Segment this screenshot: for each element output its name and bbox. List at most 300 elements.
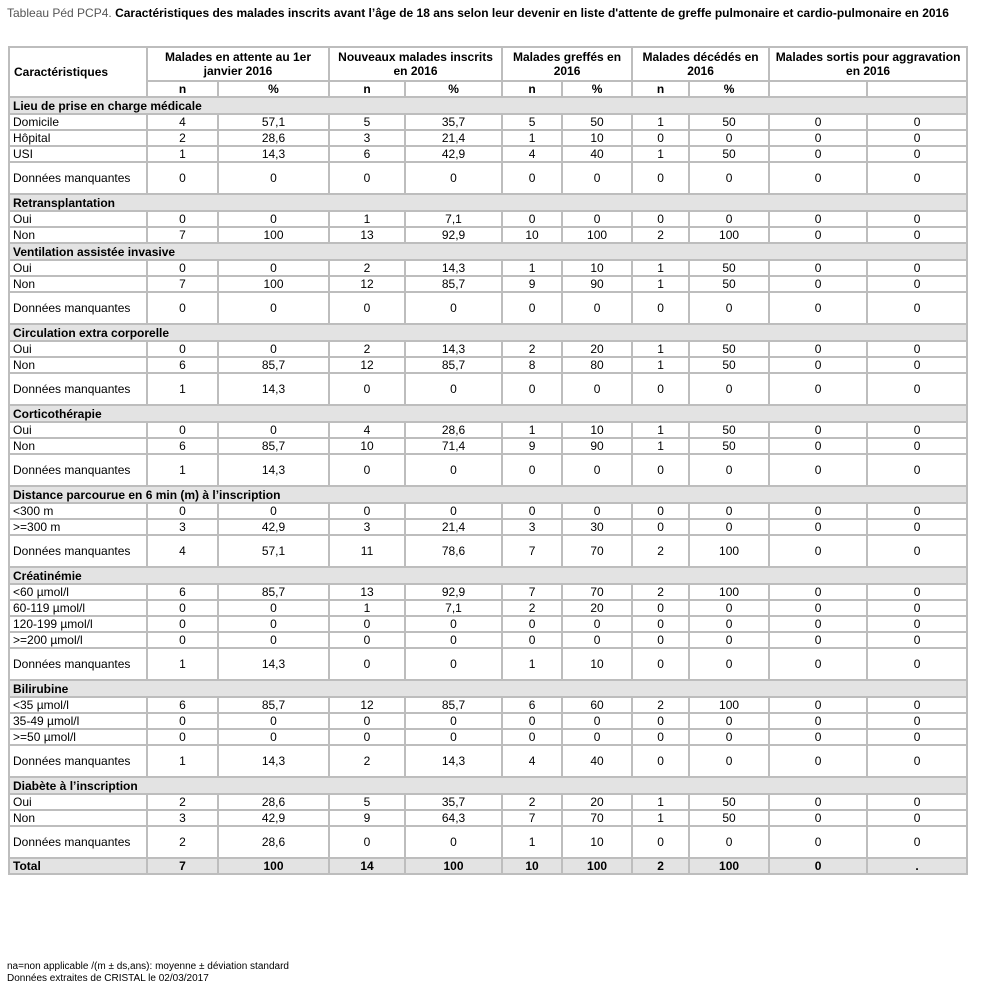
value-cell: 13: [329, 227, 405, 243]
value-cell: 0: [769, 810, 867, 826]
section-label: Distance parcourue en 6 min (m) à l’inscription: [9, 486, 967, 503]
row-label: Données manquantes: [9, 373, 147, 405]
value-cell: 0: [689, 503, 769, 519]
table-row: [9, 357, 967, 373]
value-cell: 1: [502, 648, 562, 680]
value-cell: 0: [562, 632, 632, 648]
value-cell: 0: [147, 211, 218, 227]
value-cell: 1: [632, 114, 689, 130]
table-row: [9, 454, 967, 486]
row-label: Non: [9, 357, 147, 373]
value-cell: 0: [769, 162, 867, 194]
value-cell: 1: [147, 146, 218, 162]
value-cell: 100: [689, 697, 769, 713]
value-cell: 0: [147, 600, 218, 616]
value-cell: 0: [562, 292, 632, 324]
value-cell: 50: [689, 794, 769, 810]
value-cell: 0: [632, 713, 689, 729]
table-row: [9, 341, 967, 357]
table-row: [9, 519, 967, 535]
value-cell: 0: [769, 146, 867, 162]
value-cell: 0: [218, 292, 329, 324]
header-group: Malades en attente au 1er janvier 2016: [147, 47, 329, 81]
value-cell: 0: [867, 357, 967, 373]
value-cell: 0: [562, 729, 632, 745]
value-cell: 35,7: [405, 114, 502, 130]
value-cell: 0: [769, 292, 867, 324]
table-row: [9, 616, 967, 632]
value-cell: 0: [769, 422, 867, 438]
value-cell: 0: [689, 632, 769, 648]
value-cell: 10: [329, 438, 405, 454]
value-cell: 0: [562, 503, 632, 519]
value-cell: 1: [502, 130, 562, 146]
value-cell: 10: [562, 422, 632, 438]
value-cell: 12: [329, 276, 405, 292]
value-cell: 0: [218, 729, 329, 745]
section-label: Corticothérapie: [9, 405, 967, 422]
total-label: Total: [9, 858, 147, 874]
row-label: Non: [9, 227, 147, 243]
value-cell: 0: [867, 616, 967, 632]
subheader-cell: n: [147, 81, 218, 97]
total-value-cell: 14: [329, 858, 405, 874]
section-row: [9, 567, 967, 584]
value-cell: 1: [329, 211, 405, 227]
value-cell: 7: [502, 535, 562, 567]
value-cell: 0: [769, 745, 867, 777]
footnote: na=non applicable /(m ± ds,ans): moyenne ± déviation standard: [7, 961, 289, 972]
table-row: [9, 713, 967, 729]
table-row: [9, 794, 967, 810]
value-cell: 5: [329, 114, 405, 130]
value-cell: 0: [689, 713, 769, 729]
value-cell: 0: [689, 616, 769, 632]
value-cell: 10: [562, 260, 632, 276]
subheader-cell: n: [329, 81, 405, 97]
row-label: >=200 µmol/l: [9, 632, 147, 648]
header-group: Nouveaux malades inscrits en 2016: [329, 47, 502, 81]
value-cell: 0: [632, 130, 689, 146]
value-cell: 0: [867, 292, 967, 324]
subheader-cell: n: [502, 81, 562, 97]
row-label: Hôpital: [9, 130, 147, 146]
value-cell: 0: [632, 503, 689, 519]
value-cell: 0: [769, 357, 867, 373]
value-cell: 0: [769, 130, 867, 146]
table-row: [9, 648, 967, 680]
value-cell: 100: [689, 584, 769, 600]
value-cell: 0: [218, 616, 329, 632]
value-cell: 0: [769, 276, 867, 292]
value-cell: 0: [689, 211, 769, 227]
value-cell: 0: [562, 162, 632, 194]
value-cell: 0: [867, 211, 967, 227]
value-cell: 80: [562, 357, 632, 373]
value-cell: 1: [147, 373, 218, 405]
value-cell: 1: [502, 260, 562, 276]
value-cell: 0: [867, 713, 967, 729]
value-cell: 2: [632, 697, 689, 713]
value-cell: 0: [502, 292, 562, 324]
value-cell: 0: [147, 713, 218, 729]
value-cell: 0: [867, 130, 967, 146]
row-label: Oui: [9, 260, 147, 276]
value-cell: 0: [769, 519, 867, 535]
value-cell: 0: [147, 292, 218, 324]
value-cell: 0: [689, 648, 769, 680]
value-cell: 1: [147, 648, 218, 680]
value-cell: 6: [147, 584, 218, 600]
value-cell: 2: [329, 341, 405, 357]
value-cell: 0: [218, 162, 329, 194]
value-cell: 1: [147, 454, 218, 486]
value-cell: 0: [632, 729, 689, 745]
value-cell: 0: [329, 648, 405, 680]
value-cell: 0: [405, 292, 502, 324]
total-value-cell: 100: [689, 858, 769, 874]
value-cell: 0: [867, 162, 967, 194]
value-cell: 0: [218, 422, 329, 438]
value-cell: 0: [689, 519, 769, 535]
value-cell: 0: [867, 373, 967, 405]
value-cell: 100: [218, 276, 329, 292]
value-cell: 14,3: [405, 341, 502, 357]
value-cell: 7: [502, 584, 562, 600]
value-cell: 2: [502, 341, 562, 357]
value-cell: 100: [218, 227, 329, 243]
value-cell: 6: [147, 697, 218, 713]
table-row: [9, 535, 967, 567]
value-cell: 0: [867, 276, 967, 292]
value-cell: 0: [867, 519, 967, 535]
value-cell: 0: [769, 616, 867, 632]
value-cell: 0: [769, 600, 867, 616]
row-label: Oui: [9, 341, 147, 357]
value-cell: 7,1: [405, 600, 502, 616]
value-cell: 1: [632, 357, 689, 373]
total-value-cell: .: [867, 858, 967, 874]
value-cell: 0: [769, 227, 867, 243]
table-row: [9, 211, 967, 227]
table-row: [9, 114, 967, 130]
value-cell: 14,3: [218, 373, 329, 405]
value-cell: 1: [632, 422, 689, 438]
value-cell: 0: [867, 260, 967, 276]
value-cell: 1: [329, 600, 405, 616]
value-cell: 0: [632, 211, 689, 227]
value-cell: 100: [689, 535, 769, 567]
value-cell: 0: [867, 114, 967, 130]
value-cell: 5: [329, 794, 405, 810]
value-cell: 12: [329, 697, 405, 713]
row-label: Oui: [9, 794, 147, 810]
value-cell: 13: [329, 584, 405, 600]
value-cell: 1: [632, 276, 689, 292]
value-cell: 0: [218, 341, 329, 357]
value-cell: 0: [769, 373, 867, 405]
value-cell: 30: [562, 519, 632, 535]
value-cell: 0: [502, 729, 562, 745]
section-label: Lieu de prise en charge médicale: [9, 97, 967, 114]
value-cell: 0: [329, 454, 405, 486]
value-cell: 3: [329, 519, 405, 535]
section-label: Retransplantation: [9, 194, 967, 211]
row-label: Non: [9, 810, 147, 826]
value-cell: 0: [689, 292, 769, 324]
value-cell: 8: [502, 357, 562, 373]
value-cell: 0: [502, 713, 562, 729]
value-cell: 3: [147, 519, 218, 535]
value-cell: 0: [218, 503, 329, 519]
value-cell: 0: [147, 632, 218, 648]
table-row: [9, 438, 967, 454]
table-row: [9, 826, 967, 858]
value-cell: 85,7: [218, 438, 329, 454]
value-cell: 9: [329, 810, 405, 826]
value-cell: 6: [147, 357, 218, 373]
value-cell: 0: [769, 454, 867, 486]
table-header: [9, 47, 967, 97]
value-cell: 50: [689, 810, 769, 826]
value-cell: 78,6: [405, 535, 502, 567]
value-cell: 0: [689, 745, 769, 777]
value-cell: 0: [769, 713, 867, 729]
value-cell: 2: [632, 535, 689, 567]
value-cell: 0: [632, 519, 689, 535]
total-value-cell: 7: [147, 858, 218, 874]
row-label: <300 m: [9, 503, 147, 519]
table-row: [9, 600, 967, 616]
value-cell: 60: [562, 697, 632, 713]
value-cell: 28,6: [218, 130, 329, 146]
total-value-cell: 100: [562, 858, 632, 874]
value-cell: 0: [769, 697, 867, 713]
value-cell: 0: [769, 826, 867, 858]
value-cell: 0: [405, 373, 502, 405]
value-cell: 0: [147, 616, 218, 632]
value-cell: 0: [405, 713, 502, 729]
value-cell: 0: [867, 503, 967, 519]
value-cell: 57,1: [218, 114, 329, 130]
value-cell: 0: [405, 729, 502, 745]
value-cell: 0: [502, 454, 562, 486]
value-cell: 92,9: [405, 227, 502, 243]
value-cell: 2: [329, 260, 405, 276]
value-cell: 10: [502, 227, 562, 243]
table-row: [9, 745, 967, 777]
value-cell: 14,3: [405, 260, 502, 276]
value-cell: 0: [632, 162, 689, 194]
value-cell: 10: [562, 648, 632, 680]
value-cell: 0: [769, 503, 867, 519]
value-cell: 0: [867, 632, 967, 648]
value-cell: 2: [147, 130, 218, 146]
subheader-cell: %: [562, 81, 632, 97]
value-cell: 2: [502, 600, 562, 616]
value-cell: 0: [769, 794, 867, 810]
value-cell: 50: [689, 341, 769, 357]
section-row: [9, 777, 967, 794]
table-row: [9, 276, 967, 292]
value-cell: 0: [632, 616, 689, 632]
row-label: Données manquantes: [9, 648, 147, 680]
table-title-text: Caractéristiques des malades inscrits avant l’âge de 18 ans selon leur devenir en liste d'attente de greffe pulmonaire et cardio-pulmonaire en 2016: [111, 6, 949, 20]
value-cell: 0: [329, 616, 405, 632]
value-cell: 0: [218, 632, 329, 648]
value-cell: 20: [562, 600, 632, 616]
value-cell: 0: [867, 454, 967, 486]
value-cell: 20: [562, 341, 632, 357]
table-title: [7, 5, 979, 21]
footnote: Données extraites de CRISTAL le 02/03/2017: [7, 973, 209, 984]
value-cell: 3: [147, 810, 218, 826]
value-cell: 0: [867, 697, 967, 713]
row-label: Données manquantes: [9, 535, 147, 567]
table-row: [9, 729, 967, 745]
value-cell: 0: [562, 713, 632, 729]
value-cell: 1: [147, 745, 218, 777]
value-cell: 0: [867, 146, 967, 162]
value-cell: 1: [502, 826, 562, 858]
value-cell: 92,9: [405, 584, 502, 600]
value-cell: 42,9: [218, 810, 329, 826]
row-label: Données manquantes: [9, 454, 147, 486]
value-cell: 0: [689, 373, 769, 405]
value-cell: 35,7: [405, 794, 502, 810]
value-cell: 0: [218, 713, 329, 729]
table-row: [9, 810, 967, 826]
value-cell: 90: [562, 438, 632, 454]
total-value-cell: 10: [502, 858, 562, 874]
value-cell: 71,4: [405, 438, 502, 454]
value-cell: 2: [147, 794, 218, 810]
value-cell: 4: [329, 422, 405, 438]
table-row: [9, 162, 967, 194]
section-label: Créatinémie: [9, 567, 967, 584]
value-cell: 3: [502, 519, 562, 535]
value-cell: 1: [632, 260, 689, 276]
total-value-cell: 2: [632, 858, 689, 874]
value-cell: 0: [769, 211, 867, 227]
value-cell: 40: [562, 146, 632, 162]
value-cell: 0: [632, 600, 689, 616]
value-cell: 0: [632, 632, 689, 648]
value-cell: 0: [329, 729, 405, 745]
value-cell: 0: [329, 162, 405, 194]
row-label: Oui: [9, 422, 147, 438]
value-cell: 14,3: [218, 648, 329, 680]
total-value-cell: 0: [769, 858, 867, 874]
value-cell: 1: [502, 422, 562, 438]
value-cell: 0: [405, 454, 502, 486]
value-cell: 85,7: [218, 357, 329, 373]
value-cell: 0: [562, 373, 632, 405]
value-cell: 14,3: [218, 454, 329, 486]
value-cell: 0: [329, 713, 405, 729]
header-group: Malades greffés en 2016: [502, 47, 632, 81]
value-cell: 0: [867, 745, 967, 777]
value-cell: 7: [147, 227, 218, 243]
value-cell: 0: [632, 454, 689, 486]
value-cell: 70: [562, 535, 632, 567]
value-cell: 50: [689, 146, 769, 162]
value-cell: 0: [867, 810, 967, 826]
value-cell: 1: [632, 438, 689, 454]
row-label: >=300 m: [9, 519, 147, 535]
value-cell: 0: [147, 422, 218, 438]
value-cell: 0: [502, 632, 562, 648]
table-row: [9, 292, 967, 324]
value-cell: 0: [562, 454, 632, 486]
value-cell: 0: [867, 422, 967, 438]
value-cell: 28,6: [218, 826, 329, 858]
section-row: [9, 324, 967, 341]
table-row: [9, 632, 967, 648]
subheader-cell: %: [405, 81, 502, 97]
value-cell: 0: [867, 438, 967, 454]
footnotes: [7, 961, 289, 985]
section-label: Circulation extra corporelle: [9, 324, 967, 341]
table-row: [9, 146, 967, 162]
value-cell: 2: [632, 227, 689, 243]
section-row: [9, 194, 967, 211]
row-label: Données manquantes: [9, 826, 147, 858]
row-label: <60 µmol/l: [9, 584, 147, 600]
row-label: Non: [9, 438, 147, 454]
value-cell: 0: [502, 503, 562, 519]
value-cell: 42,9: [218, 519, 329, 535]
value-cell: 0: [867, 600, 967, 616]
value-cell: 0: [689, 729, 769, 745]
value-cell: 0: [867, 648, 967, 680]
value-cell: 40: [562, 745, 632, 777]
characteristics-table: [8, 46, 968, 875]
value-cell: 0: [405, 826, 502, 858]
value-cell: 0: [329, 503, 405, 519]
value-cell: 0: [632, 373, 689, 405]
table-row: [9, 697, 967, 713]
subheader-cell: %: [218, 81, 329, 97]
value-cell: 7: [502, 810, 562, 826]
value-cell: 0: [502, 211, 562, 227]
value-cell: 0: [147, 503, 218, 519]
value-cell: 4: [502, 745, 562, 777]
header-group: Malades décédés en 2016: [632, 47, 769, 81]
value-cell: 42,9: [405, 146, 502, 162]
value-cell: 0: [632, 292, 689, 324]
value-cell: 7: [147, 276, 218, 292]
value-cell: 7,1: [405, 211, 502, 227]
row-label: Domicile: [9, 114, 147, 130]
value-cell: 50: [689, 422, 769, 438]
value-cell: 6: [147, 438, 218, 454]
value-cell: 0: [769, 648, 867, 680]
subheader-cell: n: [632, 81, 689, 97]
value-cell: 0: [769, 438, 867, 454]
table-row: [9, 227, 967, 243]
value-cell: 0: [769, 632, 867, 648]
value-cell: 0: [632, 826, 689, 858]
value-cell: 0: [562, 616, 632, 632]
section-row: [9, 486, 967, 503]
value-cell: 2: [632, 584, 689, 600]
value-cell: 85,7: [405, 276, 502, 292]
value-cell: 0: [405, 632, 502, 648]
value-cell: 100: [562, 227, 632, 243]
value-cell: 0: [218, 211, 329, 227]
value-cell: 10: [562, 826, 632, 858]
